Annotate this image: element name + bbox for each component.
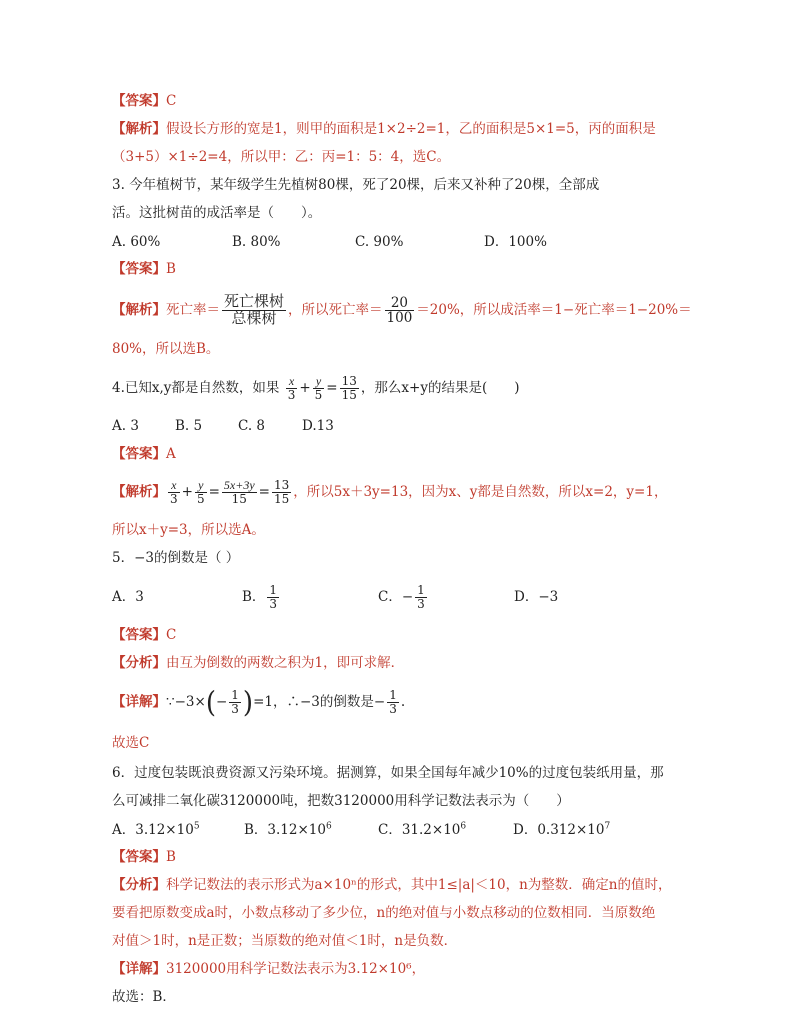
q6-option-c: C．$31.2\times 10^6$ (378, 821, 467, 838)
answer-label: 【答案】 (112, 849, 166, 865)
q6-option-d: D．$0.312\times 10^7$ (513, 821, 611, 838)
analysis-label: 【解析】 (112, 302, 166, 318)
q6-fenxi-line2: 要看把原数变成a时，小数点移动了多少位，n的绝对值与小数点移动的位数相同．当原数绝 (112, 905, 656, 921)
q4-fraction-y-5: $\frac{y}{5}$ (314, 374, 323, 402)
q4-a-fraction-y-5: $\frac{y}{5}$ (196, 478, 205, 506)
answer-label: 【答案】 (112, 93, 166, 109)
q4-option-a: A. 3 (112, 418, 139, 434)
q3-stem-line2: 活。这批树苗的成活率是（ ）。 (112, 205, 322, 221)
q3-stem-line1: 3. 今年植树节，某年级学生先植树80棵，死了20棵，后来又补种了20棵，全部成 (112, 177, 600, 193)
q2-analysis-line2: （3+5）×1÷2=4，所以甲：乙：丙=1：5：4，选C。 (112, 149, 451, 165)
q4-answer: 【答案】A (112, 446, 176, 462)
q5-option-a: A．3 (112, 589, 144, 605)
q4-option-b: B. 5 (175, 418, 203, 434)
q5-fraction-neg-1-3: $\frac{1}{3}$ (417, 583, 425, 611)
q3-option-b: B. 80% (232, 234, 281, 250)
q6-stem-line2: 么可减排二氧化碳3120000吨，把数3120000用科学记数法表示为（ ） (112, 793, 570, 809)
q6-conclusion: 故选：B． (112, 989, 176, 1005)
q5-option-c: C．− $\frac{1}{3}$ (378, 583, 425, 611)
q6-detail: 【详解】3120000用科学记数法表示为3.12×10⁶， (112, 961, 426, 977)
q6-option-b: B．$3.12\times 10^6$ (244, 821, 332, 838)
detail-label: 【详解】 (112, 961, 166, 977)
q3-fraction-rate: $\frac{\text{死亡棵树}}{\text{总棵树}}$ (224, 292, 285, 327)
fenxi-label: 【分析】 (112, 877, 166, 893)
q4-a-fraction-sum: $\frac{5x+3y}{15}$ (223, 478, 255, 506)
q5-fraction-1-3: $\frac{1}{3}$ (269, 583, 278, 611)
q6-stem-line1: 6．过度包装既浪费资源又污染环境。据测算，如果全国每年减少10%的过度包装纸用量，那 (112, 765, 664, 781)
q4-option-c: C. 8 (238, 418, 266, 434)
q2-answer: 【答案】C (112, 93, 177, 109)
q4-analysis-line1: 【解析】 $\frac{x}{3}$ + $\frac{y}{5}$ = $\frac{5x+3y}{15}$ = $\frac{13}{15}$ ，所以5x＋3y=13，因为x、y都是自然数，所以x=2，y=1， (112, 478, 668, 506)
q5-detail: 【详解】∵−3×(− $\frac{1}{3}$ )=1，∴−3的倒数是− $\frac{1}{3}$ . (112, 686, 406, 719)
q5-d-fraction-1-3: $\frac{1}{3}$ (231, 688, 239, 716)
q3-analysis-line1: 【解析】死亡率＝ $\frac{\text{死亡棵树}}{\text{总棵树}}$ ，所以死亡率＝ $\frac{20}{100}$ ＝20%，所以成活率＝1−死亡率＝1−20%＝ (112, 292, 692, 327)
q5-conclusion: 故选C (112, 735, 150, 751)
q3-option-a: A. 60% (112, 234, 161, 250)
q6-fenxi-line3: 对值＞1时，n是正数；当原数的绝对值＜1时，n是负数． (112, 933, 458, 949)
q3-analysis-line2: 80%，所以选B。 (112, 341, 220, 357)
q3-fraction-20-100: $\frac{20}{100}$ (386, 294, 413, 326)
q2-analysis-line1: 【解析】假设长方形的宽是1，则甲的面积是1×2÷2=1，乙的面积是5×1=5，丙的面积是 (112, 121, 656, 137)
detail-label: 【详解】 (112, 694, 166, 710)
q4-a-fraction-x-3: $\frac{x}{3}$ (170, 478, 178, 506)
q6-fenxi-line1: 【分析】科学记数法的表示形式为a×10ⁿ的形式，其中1≤|a|＜10，n为整数．确定n的值时， (112, 877, 672, 893)
q4-fraction-x-3: $\frac{x}{3}$ (287, 374, 296, 402)
q3-answer: 【答案】B (112, 261, 176, 277)
q6-option-a: A．$3.12\times 10^5$ (112, 821, 200, 838)
q5-option-d: D．−3 (514, 589, 559, 605)
q5-option-b: B． $\frac{1}{3}$ (242, 583, 278, 611)
q4-stem: 4.已知x,y都是自然数，如果 $\frac{x}{3}$ + $\frac{y}{5}$ = $\frac{13}{15}$ ，那么x+y的结果是( ) (112, 374, 520, 402)
answer-label: 【答案】 (112, 627, 166, 643)
analysis-label: 【解析】 (112, 121, 166, 137)
q3-option-c: C. 90% (355, 234, 404, 250)
q5-answer: 【答案】C (112, 627, 177, 643)
q4-analysis-line2: 所以x＋y=3，所以选A。 (112, 522, 265, 538)
answer-label: 【答案】 (112, 446, 166, 462)
q4-option-d: D.13 (302, 418, 334, 434)
q4-a-fraction-13-15: $\frac{13}{15}$ (273, 478, 290, 506)
q4-fraction-13-15: $\frac{13}{15}$ (341, 374, 357, 402)
fenxi-label: 【分析】 (112, 655, 166, 671)
q3-option-d: D．100% (484, 234, 547, 250)
q6-answer: 【答案】B (112, 849, 176, 865)
answer-label: 【答案】 (112, 261, 166, 277)
q5-d-fraction-result: $\frac{1}{3}$ (389, 688, 397, 716)
q5-stem: 5．−3的倒数是（ ） (112, 550, 240, 566)
q5-fenxi: 【分析】由互为倒数的两数之积为1，即可求解． (112, 655, 405, 671)
analysis-label: 【解析】 (112, 484, 166, 500)
